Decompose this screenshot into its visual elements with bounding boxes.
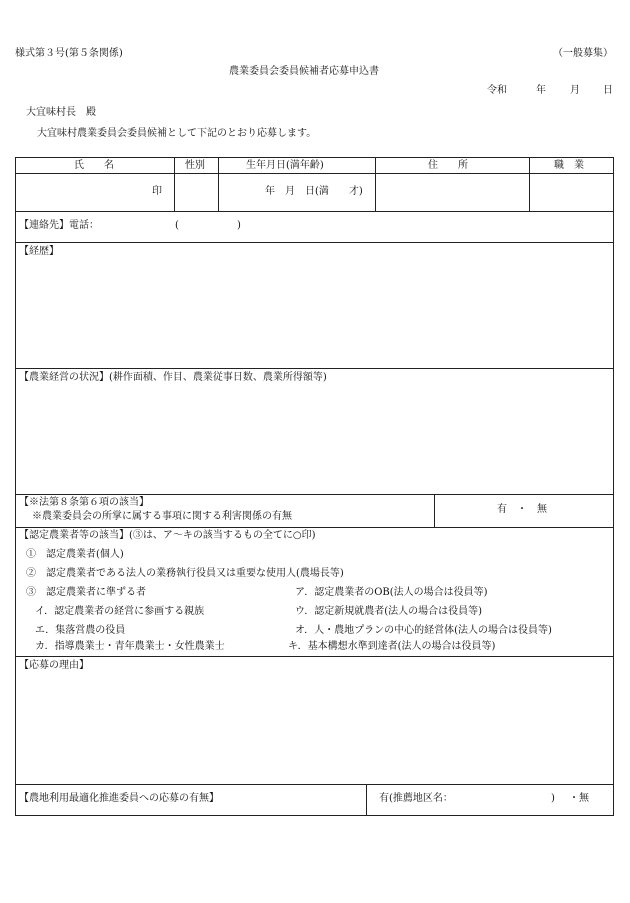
intro-text: 大宜味村農業委員会委員候補として下記のとおり応募します。 [37,128,317,139]
career-label: 【経歴】 [19,246,59,257]
header-occupation-cell [529,158,615,173]
reason-label: 【応募の理由】 [19,660,89,671]
conflict-desc-cell [16,495,434,527]
header-name: 氏 名 [74,160,114,171]
certified-label: 【認定農業者等の該当】(③は、ア～キの該当するもの全てに○印) [19,530,316,541]
date-month: 月 [570,85,580,96]
contact-label: 【連絡先】電話： [19,220,99,231]
certified-item-ka: カ．指導農業士・青年農業士・女性農業士 [35,641,225,652]
promotion-choice-cell[interactable] [366,785,615,815]
promotion-label: 【農地利用最適化推進委員への応募の有無】 [19,793,219,804]
farm-status-label: 【農業経営の状況】(耕作面積、作目、農業従事日数、農業所得額等) [19,372,327,383]
gender-input-cell[interactable] [174,174,218,211]
certified-item-2: ② 認定農業者である法人の業務執行役員又は重要な使用人(農場長等) [26,568,344,579]
certified-item-3: ③ 認定農業者に準ずる者 [26,587,146,598]
header-address: 住 所 [428,160,468,171]
career-section[interactable] [16,243,613,369]
certified-item-a: ア．認定農業者のOB(法人の場合は役員等) [295,587,488,598]
form-number: 様式第３号(第５条関係) [15,48,123,59]
date-era: 令和 [487,85,507,96]
date-year: 年 [536,85,546,96]
page-title: 農業委員会委員候補者応募申込書 [229,66,379,77]
certified-item-o: オ．人・農地プランの中心的経営体(法人の場合は役員等) [295,625,552,636]
header-name-cell [16,158,174,173]
certified-item-e: エ．集落営農の役員 [35,625,126,636]
certified-farmer-section [16,528,613,657]
applicant-values-row [16,174,613,212]
header-occupation: 職 業 [554,160,584,171]
promotion-no: ・無 [569,793,589,804]
application-form-table [15,157,614,816]
contact-paren-close: ) [237,220,241,231]
addressee: 大宜味村長 殿 [26,107,96,118]
conflict-desc: ※農業委員会の所掌に属する事項に関する利害関係の有無 [32,511,292,522]
certified-item-ki: キ．基本構想水準到達者(法人の場合は役員等) [288,641,496,652]
header-address-cell [375,158,529,173]
address-input-cell[interactable] [375,174,529,211]
recruit-type: （一般募集） [553,48,613,59]
birth-value: 年 月 日(満 才) [265,186,363,197]
reason-section[interactable] [16,657,613,785]
header-birth: 生年月日(満年齢) [246,160,324,171]
name-input-cell[interactable] [16,174,174,211]
column-header-row [16,158,613,174]
conflict-choice-cell[interactable] [434,495,615,527]
certified-item-u: ウ．認定新規就農者(法人の場合は役員等) [295,606,483,617]
conflict-label: 【※法第８条第６項の該当】 [19,497,149,508]
conflict-row [16,495,613,528]
promotion-label-cell [16,785,366,815]
conflict-choice: 有 ・ 無 [497,504,547,515]
occupation-input-cell[interactable] [529,174,615,211]
header-gender-cell [174,158,218,173]
contact-row[interactable] [16,212,613,243]
header-gender: 性別 [185,160,205,171]
birth-input-cell[interactable] [218,174,375,211]
farm-status-section[interactable] [16,369,613,495]
date-day: 日 [603,85,613,96]
promotion-row [16,785,613,815]
promotion-close: ) [551,793,555,804]
header-birth-cell [218,158,375,173]
certified-item-i: イ．認定農業者の経営に参画する親族 [35,606,205,617]
seal-mark: 印 [152,186,162,197]
promotion-yes: 有(推薦地区名： [379,793,453,804]
contact-paren-open: ( [175,220,179,231]
certified-item-1: ① 認定農業者(個人) [26,549,124,560]
